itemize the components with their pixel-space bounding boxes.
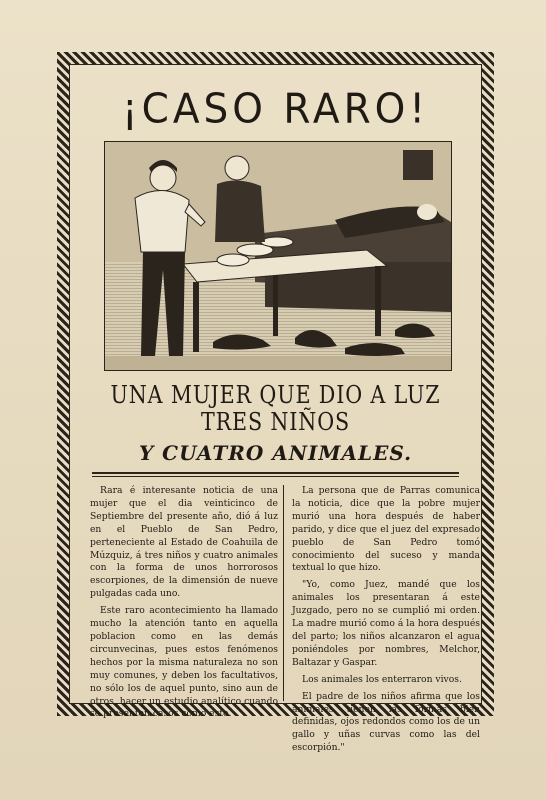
ornamental-border (57, 52, 494, 754)
column-divider (283, 485, 284, 701)
paragraph: "Yo, como Juez, mandé que los animales los presentaran á este Juzgado, pero no se cumplió mi orden. La madre murió como á la hora después del parto; los niños alcanzaron el agua poniéndoles por nombres, Melchor, Baltazar y Gaspar. (292, 579, 480, 668)
paragraph: Los animales los enterraron vivos. (302, 673, 462, 685)
engraving-illustration (104, 141, 452, 371)
section-rule (92, 472, 459, 474)
frame-inner (69, 64, 482, 754)
engraving-scene (105, 142, 451, 370)
headline-line-1: UNA MUJER QUE DIO A LUZ (110, 381, 441, 409)
section-rule-thin (92, 476, 459, 477)
paragraph: Rara é interesante noticia de una mujer que el dia veinticinco de Septiembre del presente año, dió á luz en el Pueblo de San Pedro, perteneciente al Estado de Coahuila de Múzquiz, á tres niños y cuatro animales con la forma de unos horrorosos escorpiones, de la dimensión de nueve pulgadas cada uno. (90, 485, 278, 600)
page-title: ¡CASO RARO! (121, 85, 430, 134)
paragraph: El padre de los niños afirma que los animales tienen las formas bien definidas, ojos redondos como los de un gallo y uñas curvas como las del escorpión." (292, 690, 480, 754)
paragraph: La persona que de Parras comunica la noticia, dice que la pobre mujer murió una hora después de haber parido, y dice que el juez del expresado pueblo de San Pedro tomó conocimiento del suceso y manda textual lo que hizo. (292, 485, 480, 574)
article-column-left (90, 485, 278, 725)
paragraph: Este raro acontecimiento ha llamado mucho la atención tanto en aquella poblacion como en las demás circunvecinas, pues estos fenómenos hechos por la misma naturaleza no son muy comunes, y deben los facultativos, no sólo los de aquel punto, sino aun de otros, hacer un estudio analítico cuando se presenten casos como este. (90, 605, 278, 720)
headline-line-2: TRES NIÑOS (200, 408, 350, 436)
headline-line-3: Y CUATRO ANIMALES. (138, 441, 413, 465)
article-column-right (292, 485, 480, 759)
